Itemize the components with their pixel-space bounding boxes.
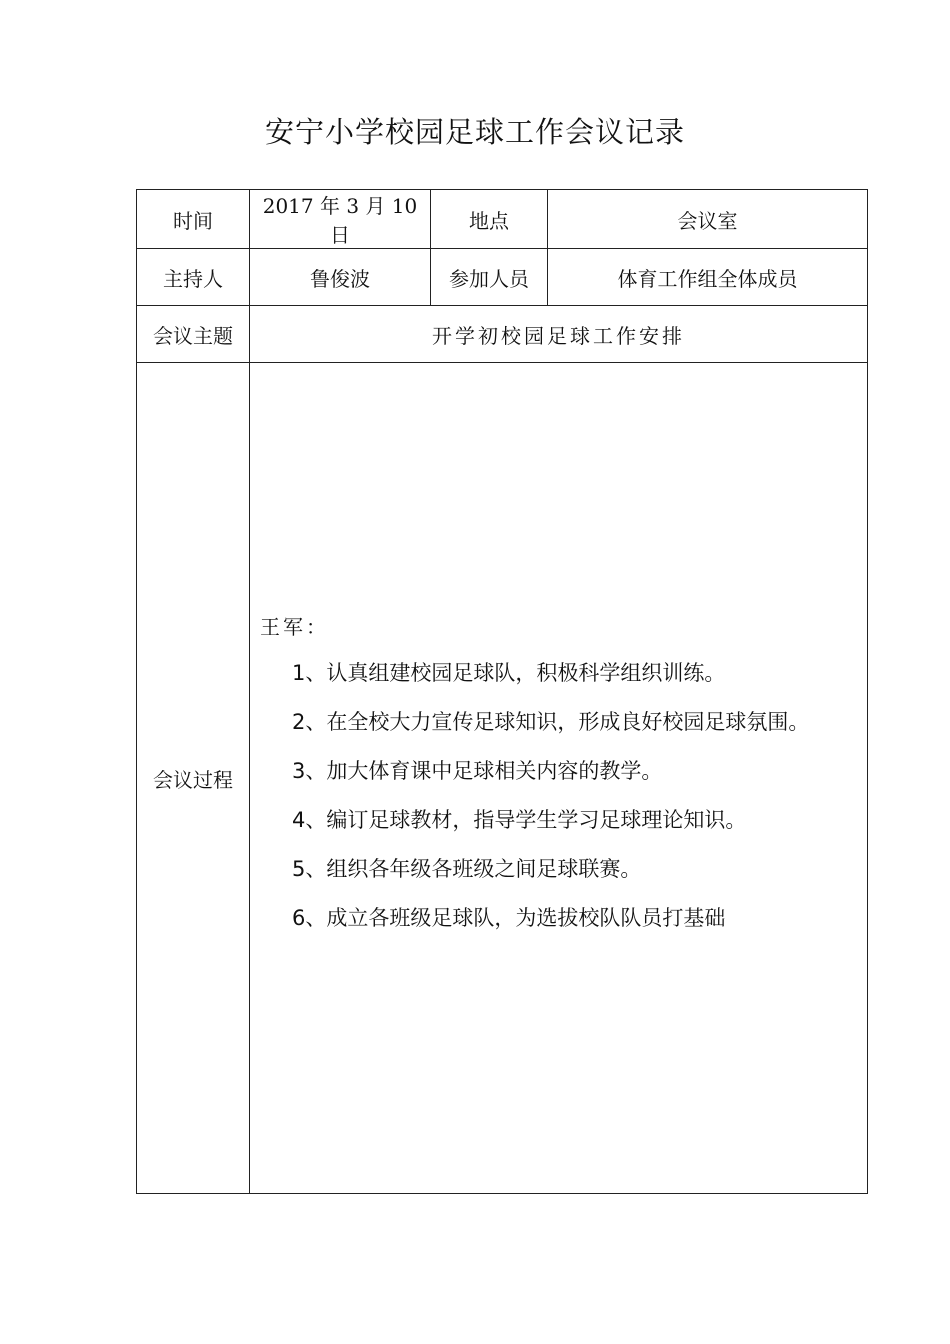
time-label: 时间 <box>137 190 250 249</box>
place-label: 地点 <box>431 190 548 249</box>
list-item: 3、加大体育课中足球相关内容的教学。 <box>292 759 663 783</box>
host-value: 鲁俊波 <box>250 249 431 306</box>
table-row <box>137 190 868 249</box>
table-row <box>137 363 868 1194</box>
table-row <box>137 306 868 363</box>
table-row <box>137 249 868 306</box>
topic-value: 开学初校园足球工作安排 <box>250 306 868 363</box>
list-item: 2、在全校大力宣传足球知识，形成良好校园足球氛围。 <box>292 710 810 734</box>
process-content <box>250 363 868 1194</box>
list-item: 4、编订足球教材，指导学生学习足球理论知识。 <box>292 808 747 832</box>
attendees-label: 参加人员 <box>431 249 548 306</box>
list-item: 5、组织各年级各班级之间足球联赛。 <box>292 857 642 881</box>
process-label: 会议过程 <box>137 363 250 1194</box>
topic-label: 会议主题 <box>137 306 250 363</box>
list-item: 1、认真组建校园足球队，积极科学组织训练。 <box>292 661 726 685</box>
meeting-record-table <box>136 189 868 1194</box>
attendees-value: 体育工作组全体成员 <box>548 249 868 306</box>
time-value: 2017 年 3 月 10 日 <box>250 190 431 249</box>
speaker-name: 王军： <box>260 615 329 639</box>
list-item: 6、成立各班级足球队，为选拔校队队员打基础 <box>292 906 726 930</box>
document-title: 安宁小学校园足球工作会议记录 <box>264 115 685 149</box>
process-items <box>292 653 809 947</box>
place-value: 会议室 <box>548 190 868 249</box>
host-label: 主持人 <box>137 249 250 306</box>
